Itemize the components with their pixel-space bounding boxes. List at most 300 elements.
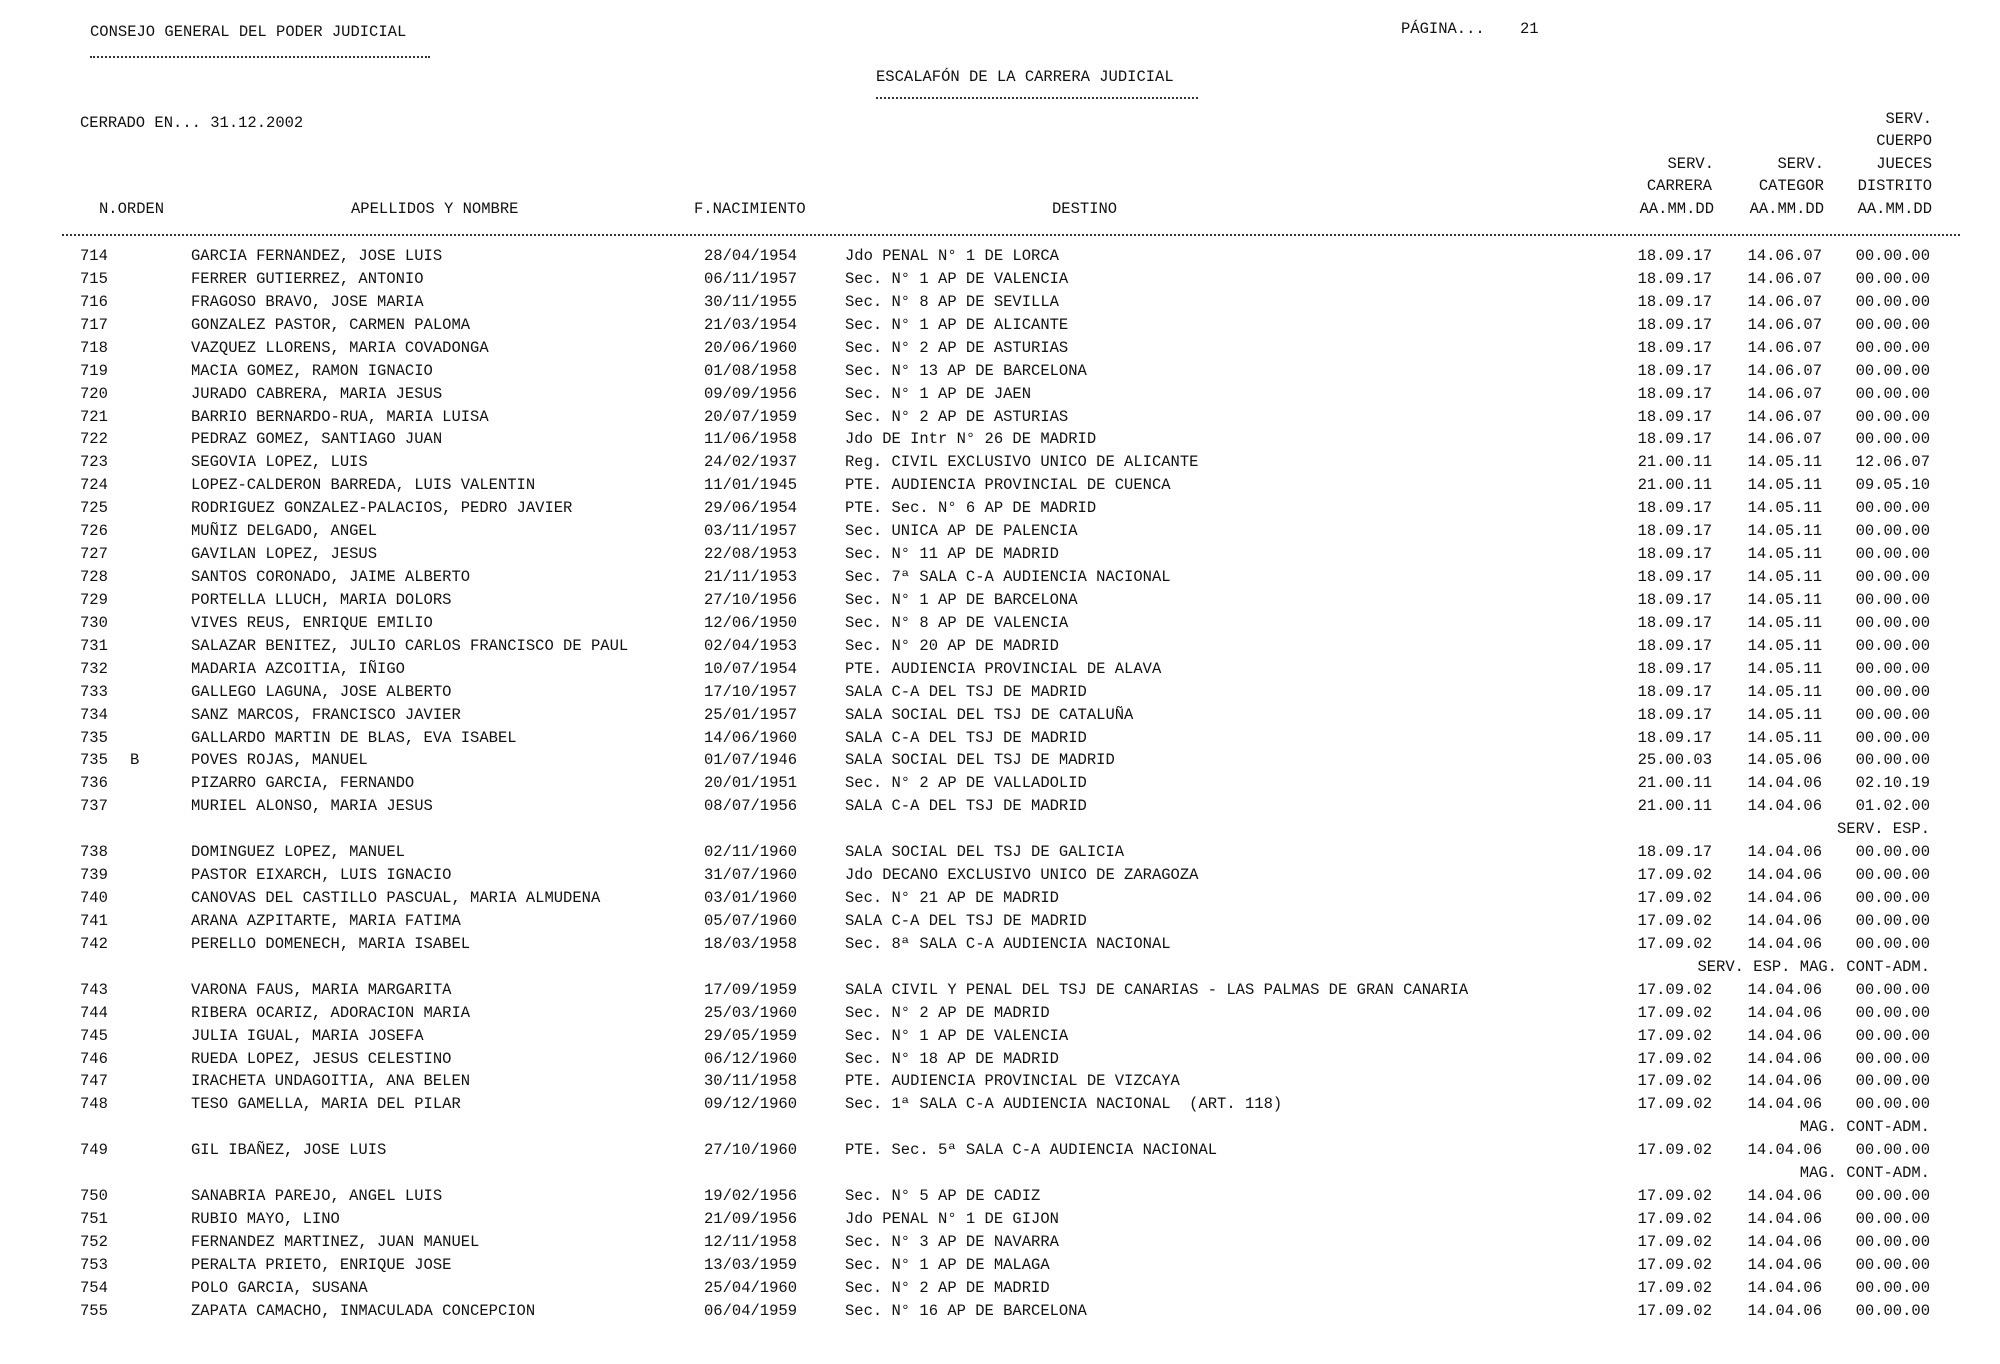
serv-categoria: 14.04.06: [1747, 934, 1822, 953]
full-name: PERELLO DOMENECH, MARIA ISABEL: [191, 934, 471, 953]
col-distrito-h2: CUERPO: [1876, 132, 1932, 150]
birth-date: 01/08/1958: [704, 361, 798, 380]
serv-carrera: 18.09.17: [1637, 430, 1712, 449]
serv-categoria: 14.04.06: [1747, 911, 1822, 930]
order-number: 726: [80, 522, 108, 541]
full-name: TESO GAMELLA, MARIA DEL PILAR: [191, 1095, 461, 1114]
serv-categoria: 14.06.07: [1747, 292, 1822, 311]
header-separator: [62, 234, 1960, 236]
serv-distrito: 00.00.00: [1855, 315, 1930, 334]
serv-distrito: 00.00.00: [1855, 407, 1930, 426]
serv-distrito: 00.00.00: [1855, 889, 1930, 908]
full-name: JURADO CABRERA, MARIA JESUS: [191, 384, 443, 403]
order-number: 721: [80, 407, 108, 426]
serv-categoria: 14.05.11: [1747, 453, 1822, 472]
order-number: 740: [80, 889, 108, 908]
birth-date: 20/01/1951: [704, 774, 798, 793]
full-name: MADARIA AZCOITIA, IÑIGO: [191, 659, 405, 678]
order-number: 754: [80, 1278, 108, 1297]
serv-distrito: 00.00.00: [1855, 522, 1930, 541]
serv-carrera: 17.09.02: [1637, 1187, 1712, 1206]
serv-distrito: 00.00.00: [1855, 980, 1930, 999]
birth-date: 02/11/1960: [704, 843, 798, 862]
birth-date: 20/07/1959: [704, 407, 798, 426]
order-number: 727: [80, 545, 108, 564]
birth-date: 10/07/1954: [704, 659, 798, 678]
birth-date: 21/09/1956: [704, 1210, 798, 1229]
full-name: BARRIO BERNARDO-RUA, MARIA LUISA: [191, 407, 489, 426]
birth-date: 01/07/1946: [704, 751, 798, 770]
serv-carrera: 17.09.02: [1637, 1210, 1712, 1229]
serv-distrito: 00.00.00: [1855, 568, 1930, 587]
serv-categoria: 14.06.07: [1747, 430, 1822, 449]
serv-categoria: 14.04.06: [1747, 866, 1822, 885]
destination: Sec. N° 16 AP DE BARCELONA: [845, 1301, 1087, 1320]
serv-carrera: 18.09.17: [1637, 682, 1712, 701]
order-number: 743: [80, 980, 108, 999]
birth-date: 24/02/1937: [704, 453, 798, 472]
birth-date: 12/11/1958: [704, 1232, 798, 1251]
destination: Sec. 1ª SALA C-A AUDIENCIA NACIONAL (ART. 118): [845, 1095, 1283, 1114]
full-name: GAVILAN LOPEZ, JESUS: [191, 545, 378, 564]
full-name: LOPEZ-CALDERON BARREDA, LUIS VALENTIN: [191, 476, 536, 495]
closing-date: CERRADO EN... 31.12.2002: [80, 114, 304, 132]
serv-categoria: 14.05.11: [1747, 476, 1822, 495]
serv-carrera: 17.09.02: [1637, 1255, 1712, 1274]
full-name: JULIA IGUAL, MARIA JOSEFA: [191, 1026, 424, 1045]
serv-distrito: 00.00.00: [1855, 659, 1930, 678]
serv-carrera: 17.09.02: [1637, 1301, 1712, 1320]
order-number: 728: [80, 568, 108, 587]
destination: Sec. N° 8 AP DE VALENCIA: [845, 613, 1069, 632]
serv-carrera: 21.00.11: [1637, 797, 1712, 816]
order-number: 735: [80, 728, 108, 747]
full-name: SANABRIA PAREJO, ANGEL LUIS: [191, 1187, 443, 1206]
serv-categoria: 14.04.06: [1747, 1141, 1822, 1160]
destination: Sec. N° 2 AP DE MADRID: [845, 1278, 1050, 1297]
serv-categoria: 14.05.11: [1747, 728, 1822, 747]
serv-distrito: 00.00.00: [1855, 430, 1930, 449]
serv-carrera: 17.09.02: [1637, 1026, 1712, 1045]
serv-carrera: 17.09.02: [1637, 1072, 1712, 1091]
serv-carrera: 18.09.17: [1637, 613, 1712, 632]
full-name: GARCIA FERNANDEZ, JOSE LUIS: [191, 247, 443, 265]
order-number: 741: [80, 911, 108, 930]
full-name: CANOVAS DEL CASTILLO PASCUAL, MARIA ALMUDENA: [191, 889, 601, 908]
serv-categoria: 14.04.06: [1747, 1095, 1822, 1114]
serv-distrito: 00.00.00: [1855, 1232, 1930, 1251]
destination: Sec. N° 1 AP DE MALAGA: [845, 1255, 1050, 1274]
birth-date: 25/03/1960: [704, 1003, 798, 1022]
serv-carrera: 17.09.02: [1637, 1141, 1712, 1160]
full-name: MUÑIZ DELGADO, ANGEL: [191, 522, 378, 541]
order-number: 739: [80, 866, 108, 885]
birth-date: 13/03/1959: [704, 1255, 798, 1274]
birth-date: 18/03/1958: [704, 934, 798, 953]
serv-carrera: 18.09.17: [1637, 407, 1712, 426]
serv-distrito: 00.00.00: [1855, 1255, 1930, 1274]
serv-distrito: 00.00.00: [1855, 1095, 1930, 1114]
birth-date: 20/06/1960: [704, 338, 798, 357]
serv-distrito: 00.00.00: [1855, 269, 1930, 288]
col-nacimiento-header: F.NACIMIENTO: [694, 200, 806, 218]
serv-categoria: 14.04.06: [1747, 1026, 1822, 1045]
serv-categoria: 14.05.11: [1747, 613, 1822, 632]
birth-date: 17/09/1959: [704, 980, 798, 999]
serv-carrera: 25.00.03: [1637, 751, 1712, 770]
serv-categoria: 14.04.06: [1747, 889, 1822, 908]
serv-distrito: 00.00.00: [1855, 613, 1930, 632]
order-number: 718: [80, 338, 108, 357]
full-name: DOMINGUEZ LOPEZ, MANUEL: [191, 843, 405, 862]
destination: SALA C-A DEL TSJ DE MADRID: [845, 797, 1087, 816]
serv-carrera: 18.09.17: [1637, 568, 1712, 587]
full-name: MURIEL ALONSO, MARIA JESUS: [191, 797, 433, 816]
birth-date: 30/11/1958: [704, 1072, 798, 1091]
destination: Sec. UNICA AP DE PALENCIA: [845, 522, 1078, 541]
full-name: MACIA GOMEZ, RAMON IGNACIO: [191, 361, 433, 380]
destination: Jdo PENAL N° 1 DE GIJON: [845, 1210, 1059, 1229]
serv-carrera: 17.09.02: [1637, 866, 1712, 885]
full-name: RUBIO MAYO, LINO: [191, 1210, 340, 1229]
destination: Sec. N° 2 AP DE VALLADOLID: [845, 774, 1087, 793]
full-name: SANTOS CORONADO, JAIME ALBERTO: [191, 568, 471, 587]
destination: Sec. N° 13 AP DE BARCELONA: [845, 361, 1087, 380]
col-carrera-h2: CARRERA: [1646, 177, 1712, 195]
serv-distrito: 00.00.00: [1855, 1003, 1930, 1022]
title-underline: [876, 97, 1198, 99]
serv-carrera: 17.09.02: [1637, 1095, 1712, 1114]
order-number: 737: [80, 797, 108, 816]
full-name: GONZALEZ PASTOR, CARMEN PALOMA: [191, 315, 471, 334]
serv-distrito: 09.05.10: [1855, 476, 1930, 495]
serv-categoria: 14.05.11: [1747, 659, 1822, 678]
destination: Sec. 7ª SALA C-A AUDIENCIA NACIONAL: [845, 568, 1171, 587]
destination: Sec. N° 2 AP DE ASTURIAS: [845, 338, 1069, 357]
full-name: SANZ MARCOS, FRANCISCO JAVIER: [191, 705, 461, 724]
order-number: 736: [80, 774, 108, 793]
serv-categoria: 14.05.11: [1747, 545, 1822, 564]
birth-date: 05/07/1960: [704, 911, 798, 930]
serv-categoria: 14.05.11: [1747, 590, 1822, 609]
order-number: 753: [80, 1255, 108, 1274]
birth-date: 11/06/1958: [704, 430, 798, 449]
destination: SALA CIVIL Y PENAL DEL TSJ DE CANARIAS - LAS PALMAS DE GRAN CANARIA: [845, 980, 1469, 999]
serv-carrera: 18.09.17: [1637, 522, 1712, 541]
destination: Sec. N° 2 AP DE MADRID: [845, 1003, 1050, 1022]
serv-carrera: 18.09.17: [1637, 590, 1712, 609]
destination: SALA SOCIAL DEL TSJ DE CATALUÑA: [845, 705, 1134, 724]
destination: SALA C-A DEL TSJ DE MADRID: [845, 728, 1087, 747]
serv-carrera: 18.09.17: [1637, 384, 1712, 403]
birth-date: 21/03/1954: [704, 315, 798, 334]
serv-categoria: 14.06.07: [1747, 384, 1822, 403]
order-number: 729: [80, 590, 108, 609]
birth-date: 06/04/1959: [704, 1301, 798, 1320]
birth-date: 08/07/1956: [704, 797, 798, 816]
destination: Sec. N° 18 AP DE MADRID: [845, 1049, 1059, 1068]
serv-categoria: 14.04.06: [1747, 980, 1822, 999]
order-number: 717: [80, 315, 108, 334]
destination: Sec. N° 1 AP DE BARCELONA: [845, 590, 1078, 609]
order-number: 735: [80, 751, 108, 770]
birth-date: 12/06/1950: [704, 613, 798, 632]
full-name: ARANA AZPITARTE, MARIA FATIMA: [191, 911, 461, 930]
full-name: GALLEGO LAGUNA, JOSE ALBERTO: [191, 682, 452, 701]
page-label: PÁGINA...: [1401, 20, 1485, 38]
serv-categoria: 14.05.11: [1747, 568, 1822, 587]
serv-carrera: 17.09.02: [1637, 911, 1712, 930]
serv-distrito: 00.00.00: [1855, 292, 1930, 311]
serv-categoria: 14.05.06: [1747, 751, 1822, 770]
serv-categoria: 14.06.07: [1747, 269, 1822, 288]
full-name: FERNANDEZ MARTINEZ, JUAN MANUEL: [191, 1232, 480, 1251]
full-name: VARONA FAUS, MARIA MARGARITA: [191, 980, 452, 999]
serv-carrera: 17.09.02: [1637, 934, 1712, 953]
serv-carrera: 18.09.17: [1637, 361, 1712, 380]
birth-date: 21/11/1953: [704, 568, 798, 587]
serv-categoria: 14.04.06: [1747, 1232, 1822, 1251]
col-distrito-h3: JUECES: [1876, 155, 1932, 173]
destination: Sec. N° 3 AP DE NAVARRA: [845, 1232, 1059, 1251]
order-number: 744: [80, 1003, 108, 1022]
serv-categoria: 14.05.11: [1747, 522, 1822, 541]
col-carrera-h3: AA.MM.DD: [1639, 200, 1714, 218]
serv-distrito: 00.00.00: [1855, 1141, 1930, 1160]
serv-distrito: 00.00.00: [1855, 1072, 1930, 1091]
serv-carrera: 18.09.17: [1637, 247, 1712, 265]
destination: Sec. N° 1 AP DE VALENCIA: [845, 269, 1069, 288]
order-number: 719: [80, 361, 108, 380]
order-number: 746: [80, 1049, 108, 1068]
serv-categoria: 14.04.06: [1747, 797, 1822, 816]
serv-distrito: 00.00.00: [1855, 682, 1930, 701]
full-name: RIBERA OCARIZ, ADORACION MARIA: [191, 1003, 471, 1022]
destination: Jdo PENAL N° 1 DE LORCA: [845, 247, 1059, 265]
serv-categoria: 14.05.11: [1747, 636, 1822, 655]
birth-date: 27/10/1960: [704, 1141, 798, 1160]
serv-distrito: 12.06.07: [1855, 453, 1930, 472]
serv-carrera: 18.09.17: [1637, 499, 1712, 518]
destination: Sec. N° 8 AP DE SEVILLA: [845, 292, 1059, 311]
serv-distrito: 00.00.00: [1855, 590, 1930, 609]
section-note: SERV. ESP. MAG. CONT-ADM.: [1697, 957, 1930, 976]
birth-date: 09/09/1956: [704, 384, 798, 403]
order-number: 749: [80, 1141, 108, 1160]
birth-date: 27/10/1956: [704, 590, 798, 609]
serv-distrito: 00.00.00: [1855, 728, 1930, 747]
serv-distrito: 00.00.00: [1855, 1210, 1930, 1229]
serv-categoria: 14.06.07: [1747, 247, 1822, 265]
serv-categoria: 14.06.07: [1747, 361, 1822, 380]
serv-distrito: 00.00.00: [1855, 384, 1930, 403]
destination: PTE. Sec. N° 6 AP DE MADRID: [845, 499, 1097, 518]
serv-distrito: 00.00.00: [1855, 247, 1930, 265]
col-distrito-h5: AA.MM.DD: [1857, 200, 1932, 218]
full-name: POLO GARCIA, SUSANA: [191, 1278, 368, 1297]
document-title: ESCALAFÓN DE LA CARRERA JUDICIAL: [876, 68, 1174, 86]
birth-date: 06/12/1960: [704, 1049, 798, 1068]
full-name: VIVES REUS, ENRIQUE EMILIO: [191, 613, 433, 632]
serv-distrito: 00.00.00: [1855, 1278, 1930, 1297]
page-number: 21: [1520, 20, 1539, 38]
serv-carrera: 18.09.17: [1637, 659, 1712, 678]
destination: SALA SOCIAL DEL TSJ DE GALICIA: [845, 843, 1125, 862]
serv-carrera: 18.09.17: [1637, 315, 1712, 334]
order-number: 715: [80, 269, 108, 288]
org-underline: [90, 56, 430, 58]
full-name: GIL IBAÑEZ, JOSE LUIS: [191, 1141, 387, 1160]
serv-distrito: 00.00.00: [1855, 361, 1930, 380]
serv-distrito: 00.00.00: [1855, 751, 1930, 770]
col-categor-h1: SERV.: [1777, 155, 1824, 173]
serv-carrera: 17.09.02: [1637, 1278, 1712, 1297]
serv-distrito: 00.00.00: [1855, 911, 1930, 930]
serv-carrera: 18.09.17: [1637, 705, 1712, 724]
birth-date: 25/04/1960: [704, 1278, 798, 1297]
serv-distrito: 00.00.00: [1855, 545, 1930, 564]
birth-date: 19/02/1956: [704, 1187, 798, 1206]
serv-categoria: 14.05.11: [1747, 499, 1822, 518]
full-name: PASTOR EIXARCH, LUIS IGNACIO: [191, 866, 452, 885]
section-note: SERV. ESP.: [1836, 820, 1930, 839]
destination: PTE. AUDIENCIA PROVINCIAL DE VIZCAYA: [845, 1072, 1180, 1091]
destination: PTE. AUDIENCIA PROVINCIAL DE CUENCA: [845, 476, 1171, 495]
destination: Sec. N° 1 AP DE ALICANTE: [845, 315, 1069, 334]
birth-date: 14/06/1960: [704, 728, 798, 747]
serv-carrera: 17.09.02: [1637, 1003, 1712, 1022]
birth-date: 09/12/1960: [704, 1095, 798, 1114]
serv-carrera: 17.09.02: [1637, 1049, 1712, 1068]
birth-date: 03/01/1960: [704, 889, 798, 908]
serv-distrito: 01.02.00: [1855, 797, 1930, 816]
birth-date: 17/10/1957: [704, 682, 798, 701]
order-suffix: B: [130, 751, 140, 770]
order-number: 714: [80, 247, 108, 265]
destination: SALA SOCIAL DEL TSJ DE MADRID: [845, 751, 1115, 770]
full-name: SEGOVIA LOPEZ, LUIS: [191, 453, 368, 472]
destination: Sec. N° 20 AP DE MADRID: [845, 636, 1059, 655]
serv-carrera: 17.09.02: [1637, 1232, 1712, 1251]
destination: Sec. N° 11 AP DE MADRID: [845, 545, 1059, 564]
full-name: RUEDA LOPEZ, JESUS CELESTINO: [191, 1049, 452, 1068]
destination: PTE. Sec. 5ª SALA C-A AUDIENCIA NACIONAL: [845, 1141, 1218, 1160]
serv-distrito: 00.00.00: [1855, 499, 1930, 518]
col-categor-h3: AA.MM.DD: [1749, 200, 1824, 218]
order-number: 738: [80, 843, 108, 862]
serv-categoria: 14.04.06: [1747, 774, 1822, 793]
serv-categoria: 14.06.07: [1747, 407, 1822, 426]
serv-distrito: 00.00.00: [1855, 636, 1930, 655]
full-name: RODRIGUEZ GONZALEZ-PALACIOS, PEDRO JAVIER: [191, 499, 573, 518]
section-note: MAG. CONT-ADM.: [1799, 1164, 1930, 1183]
serv-categoria: 14.05.11: [1747, 705, 1822, 724]
full-name: GALLARDO MARTIN DE BLAS, EVA ISABEL: [191, 728, 517, 747]
serv-carrera: 17.09.02: [1637, 889, 1712, 908]
serv-categoria: 14.04.06: [1747, 1255, 1822, 1274]
order-number: 730: [80, 613, 108, 632]
destination: Sec. N° 1 AP DE JAEN: [845, 384, 1032, 403]
full-name: PEDRAZ GOMEZ, SANTIAGO JUAN: [191, 430, 443, 449]
full-name: PIZARRO GARCIA, FERNANDO: [191, 774, 415, 793]
serv-distrito: 00.00.00: [1855, 866, 1930, 885]
destination: Reg. CIVIL EXCLUSIVO UNICO DE ALICANTE: [845, 453, 1199, 472]
order-number: 732: [80, 659, 108, 678]
order-number: 720: [80, 384, 108, 403]
serv-carrera: 18.09.17: [1637, 269, 1712, 288]
full-name: SALAZAR BENITEZ, JULIO CARLOS FRANCISCO DE PAUL: [191, 636, 629, 655]
serv-distrito: 00.00.00: [1855, 1049, 1930, 1068]
birth-date: 06/11/1957: [704, 269, 798, 288]
serv-carrera: 18.09.17: [1637, 728, 1712, 747]
serv-categoria: 14.04.06: [1747, 1187, 1822, 1206]
birth-date: 31/07/1960: [704, 866, 798, 885]
order-number: 742: [80, 934, 108, 953]
order-number: 725: [80, 499, 108, 518]
full-name: FRAGOSO BRAVO, JOSE MARIA: [191, 292, 424, 311]
destination: Sec. N° 5 AP DE CADIZ: [845, 1187, 1041, 1206]
serv-carrera: 18.09.17: [1637, 636, 1712, 655]
serv-carrera: 18.09.17: [1637, 843, 1712, 862]
serv-carrera: 18.09.17: [1637, 292, 1712, 311]
col-categor-h2: CATEGOR: [1758, 177, 1824, 195]
full-name: VAZQUEZ LLORENS, MARIA COVADONGA: [191, 338, 489, 357]
birth-date: 11/01/1945: [704, 476, 798, 495]
serv-categoria: 14.04.06: [1747, 1049, 1822, 1068]
serv-categoria: 14.06.07: [1747, 315, 1822, 334]
serv-distrito: 00.00.00: [1855, 1301, 1930, 1320]
full-name: FERRER GUTIERREZ, ANTONIO: [191, 269, 424, 288]
serv-distrito: 00.00.00: [1855, 843, 1930, 862]
order-number: 755: [80, 1301, 108, 1320]
serv-categoria: 14.06.07: [1747, 338, 1822, 357]
serv-categoria: 14.04.06: [1747, 843, 1822, 862]
serv-distrito: 00.00.00: [1855, 1026, 1930, 1045]
col-distrito-h1: SERV.: [1885, 110, 1932, 128]
col-nombre-header: APELLIDOS Y NOMBRE: [351, 200, 519, 218]
order-number: 751: [80, 1210, 108, 1229]
birth-date: 28/04/1954: [704, 247, 798, 265]
destination: Sec. N° 2 AP DE ASTURIAS: [845, 407, 1069, 426]
destination: Jdo DECANO EXCLUSIVO UNICO DE ZARAGOZA: [845, 866, 1199, 885]
order-number: 750: [80, 1187, 108, 1206]
serv-carrera: 17.09.02: [1637, 980, 1712, 999]
serv-categoria: 14.04.06: [1747, 1301, 1822, 1320]
serv-distrito: 02.10.19: [1855, 774, 1930, 793]
full-name: PORTELLA LLUCH, MARIA DOLORS: [191, 590, 452, 609]
full-name: POVES ROJAS, MANUEL: [191, 751, 368, 770]
birth-date: 29/06/1954: [704, 499, 798, 518]
serv-carrera: 18.09.17: [1637, 545, 1712, 564]
order-number: 747: [80, 1072, 108, 1091]
order-number: 724: [80, 476, 108, 495]
serv-distrito: 00.00.00: [1855, 705, 1930, 724]
serv-categoria: 14.04.06: [1747, 1278, 1822, 1297]
serv-categoria: 14.04.06: [1747, 1072, 1822, 1091]
full-name: PERALTA PRIETO, ENRIQUE JOSE: [191, 1255, 452, 1274]
birth-date: 29/05/1959: [704, 1026, 798, 1045]
birth-date: 03/11/1957: [704, 522, 798, 541]
full-name: IRACHETA UNDAGOITIA, ANA BELEN: [191, 1072, 471, 1091]
serv-distrito: 00.00.00: [1855, 1187, 1930, 1206]
col-orden-header: N.ORDEN: [99, 200, 165, 218]
order-number: 733: [80, 682, 108, 701]
birth-date: 25/01/1957: [704, 705, 798, 724]
order-number: 734: [80, 705, 108, 724]
serv-distrito: 00.00.00: [1855, 338, 1930, 357]
serv-carrera: 21.00.11: [1637, 774, 1712, 793]
birth-date: 02/04/1953: [704, 636, 798, 655]
